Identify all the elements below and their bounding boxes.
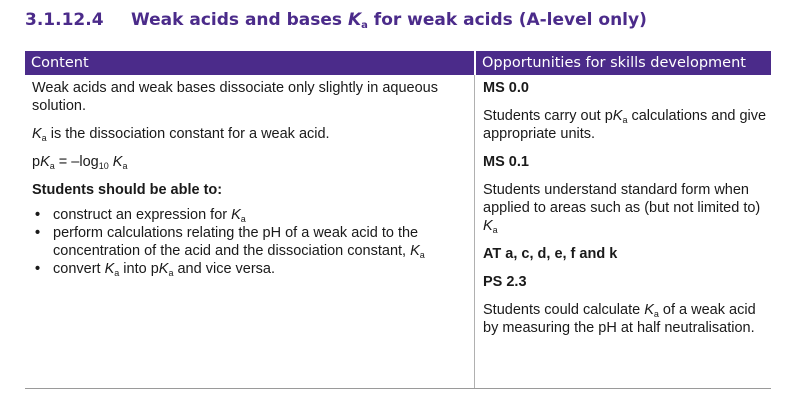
pka-k-right: K xyxy=(108,154,123,170)
ka-k: K xyxy=(32,126,42,142)
bullet-k: K xyxy=(104,261,115,277)
bullet-text: construct an expression for xyxy=(53,207,232,223)
content-column-header: Content xyxy=(25,51,474,75)
ka-definition-text: is the dissociation constant for a weak acid. xyxy=(46,126,330,142)
bullet-text: convert xyxy=(53,261,105,277)
opportunities-column xyxy=(483,79,771,337)
ps-text-end: of a weak acid by measuring the pH at half neutralisation. xyxy=(483,302,756,336)
bullet-text-mid: into p xyxy=(119,261,159,277)
section-heading xyxy=(25,10,647,30)
opportunities-column-header: Opportunities for skills development xyxy=(476,51,771,75)
log-base: 10 xyxy=(98,161,109,171)
bullet-text: perform calculations relating the pH of a weak acid to the concentration of the acid and the dissociation constant, xyxy=(53,225,419,259)
bullet-dot: • xyxy=(35,261,41,277)
content-paragraph-dissociation: Weak acids and weak bases dissociate only slightly in aqueous solution. xyxy=(32,80,438,114)
bullet-dot: • xyxy=(35,207,41,223)
pka-equals-log: = –log xyxy=(54,154,99,170)
ps-k-subscript: a xyxy=(653,309,659,319)
ms-0-1-code: MS 0.1 xyxy=(483,154,529,170)
bullet-dot: • xyxy=(35,225,41,241)
column-divider xyxy=(474,75,475,388)
spec-table xyxy=(25,51,771,389)
ps-2-3-description xyxy=(483,301,771,337)
ms-0-0-description xyxy=(483,107,771,143)
title-text: Weak acids and bases xyxy=(131,10,348,30)
ms-0-1-description xyxy=(483,181,771,235)
ms00-k-subscript: a xyxy=(622,115,628,125)
ka-subscript: a xyxy=(41,133,47,143)
ps-2-3-code: PS 2.3 xyxy=(483,274,527,290)
bullet-k: K xyxy=(231,207,241,223)
bullet-k-subscript: a xyxy=(419,250,425,260)
pka-subscript-right: a xyxy=(122,161,128,171)
bullet-item-calculations xyxy=(32,224,462,260)
section-title xyxy=(131,10,647,30)
students-heading: Students should be able to: xyxy=(32,182,223,198)
bullet-item-expression xyxy=(32,206,462,224)
title-k: K xyxy=(347,10,362,30)
ms00-k: K xyxy=(612,108,623,124)
pka-formula xyxy=(32,153,462,171)
pka-subscript: a xyxy=(49,161,55,171)
bullet-item-convert xyxy=(32,260,462,278)
section-number: 3.1.12.4 xyxy=(25,10,104,30)
ps-k: K xyxy=(644,302,654,318)
pka-k: K xyxy=(40,154,50,170)
ps-text: Students could calculate xyxy=(483,302,645,318)
bullet-k-subscript-2: a xyxy=(168,268,174,278)
at-codes: AT a, c, d, e, f and k xyxy=(483,246,618,262)
content-column xyxy=(32,79,462,278)
pka-p: p xyxy=(32,154,41,170)
title-text-end: for weak acids (A-level only) xyxy=(367,10,647,30)
ms00-text: Students carry out p xyxy=(483,108,613,124)
ms-0-0-code: MS 0.0 xyxy=(483,80,529,96)
title-k-subscript: a xyxy=(361,20,368,31)
content-paragraph-ka-definition xyxy=(32,125,462,143)
bullet-k-subscript: a xyxy=(240,214,246,224)
bullet-k-2: K xyxy=(158,261,169,277)
bullet-k: K xyxy=(410,243,420,259)
ms01-k: K xyxy=(483,218,493,234)
bullet-k-subscript: a xyxy=(114,268,120,278)
ms01-text: Students understand standard form when applied to areas such as (but not limited to) xyxy=(483,182,761,216)
ms01-k-subscript: a xyxy=(492,225,498,235)
ms00-text-end: calculations and give appropriate units. xyxy=(483,108,767,142)
bullet-text-end: and vice versa. xyxy=(173,261,276,277)
